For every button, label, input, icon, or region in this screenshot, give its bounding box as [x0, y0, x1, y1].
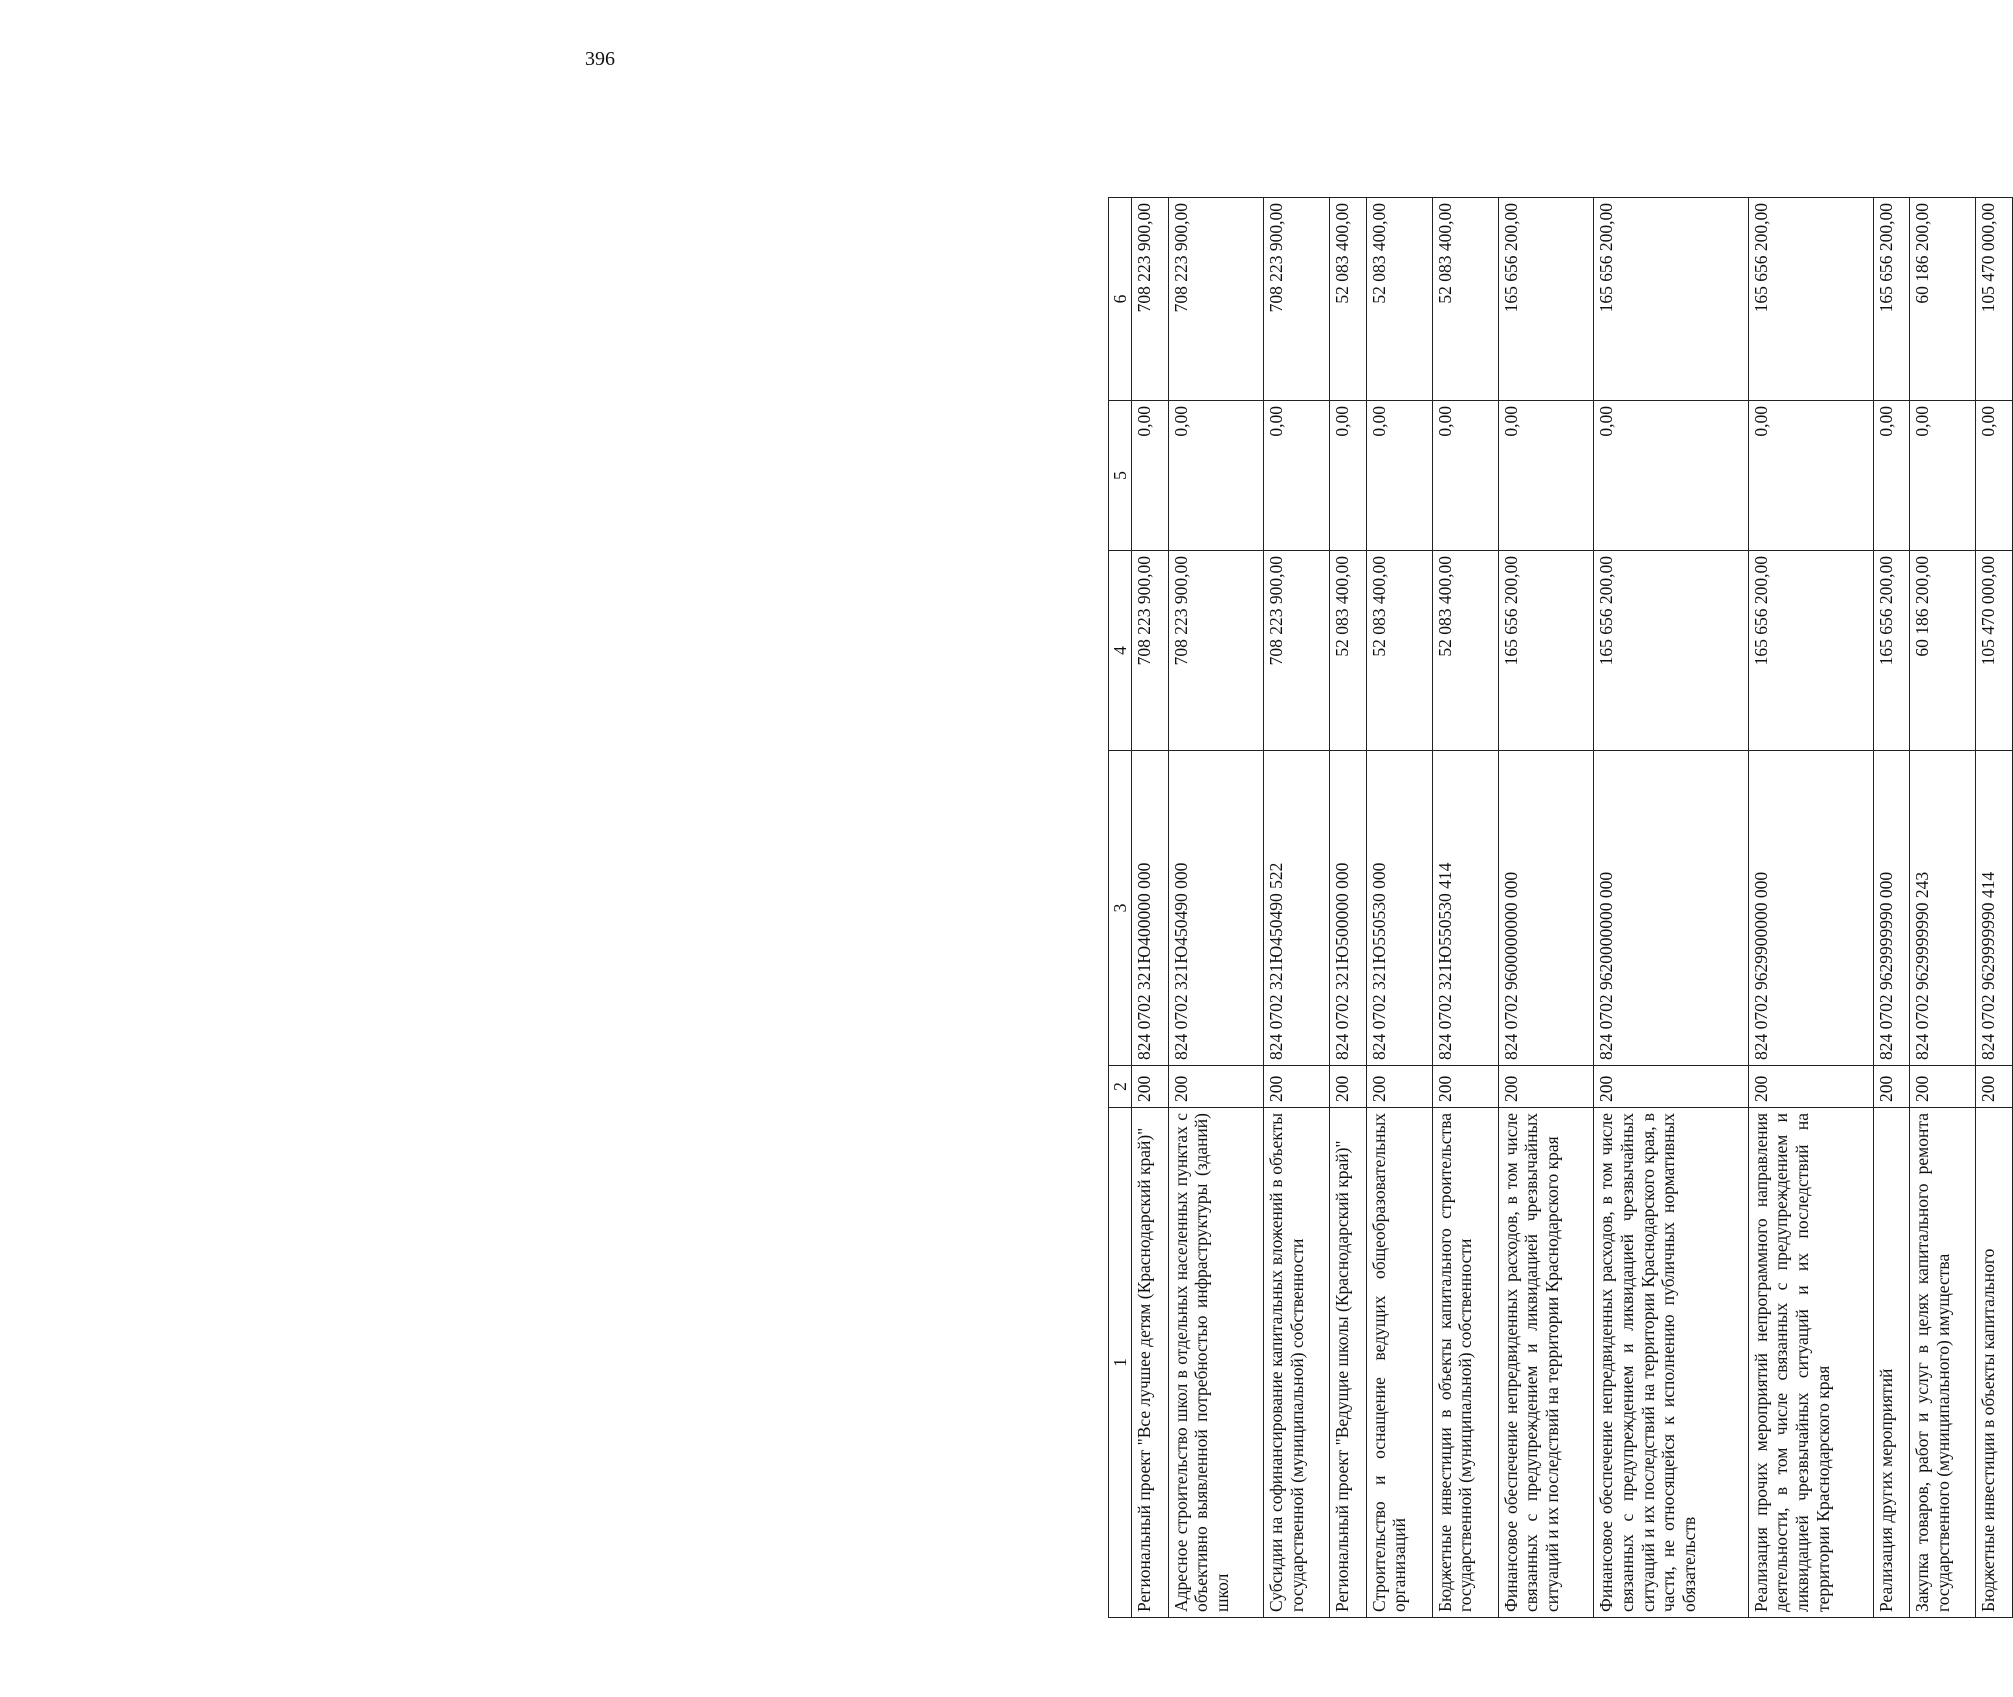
row-status: 200 [1132, 1066, 1169, 1108]
row-amount-4: 105 470 000,00 [1976, 551, 2013, 751]
row-amount-5: 0,00 [1748, 401, 1873, 551]
row-amount-5: 0,00 [1873, 401, 1910, 551]
row-amount-6: 165 656 200,00 [1748, 198, 1873, 401]
row-amount-4: 708 223 900,00 [1132, 551, 1169, 751]
budget-table [1108, 197, 2013, 1618]
row-name: Региональный проект "Все лучшее детям (Краснодарский край)" [1132, 1108, 1169, 1618]
row-amount-4: 165 656 200,00 [1594, 551, 1748, 751]
row-code: 824 0702 321Ю400000 000 [1132, 751, 1169, 1066]
row-amount-4: 52 083 400,00 [1432, 551, 1498, 751]
row-status: 200 [1594, 1066, 1748, 1108]
row-amount-6: 60 186 200,00 [1910, 198, 1976, 401]
row-amount-6: 52 083 400,00 [1432, 198, 1498, 401]
row-amount-4: 52 083 400,00 [1366, 551, 1432, 751]
header-row [1109, 198, 1132, 1618]
row-code: 824 0702 9629999990 243 [1910, 751, 1976, 1066]
row-amount-4: 165 656 200,00 [1748, 551, 1873, 751]
row-code: 824 0702 9600000000 000 [1498, 751, 1594, 1066]
page-number: 396 [585, 48, 615, 70]
row-status: 200 [1168, 1066, 1264, 1108]
row-amount-6: 708 223 900,00 [1168, 198, 1264, 401]
row-amount-4: 165 656 200,00 [1873, 551, 1910, 751]
rotated-table-wrapper [1108, 198, 2013, 1618]
row-code: 824 0702 9629999990 414 [1976, 751, 2013, 1066]
column-header: 2 [1109, 1066, 1132, 1108]
table-row [1264, 198, 1330, 1618]
row-name: Финансовое обеспечение непредвиденных расходов, в том числе связанных с предупреждением и ликвидацией чрезвычайных ситуаций и их последствий на территории Краснодарского края [1498, 1108, 1594, 1618]
row-name: Закупка товаров, работ и услуг в целях капитального ремонта государственного (муниципального) имущества [1910, 1108, 1976, 1618]
row-amount-6: 165 656 200,00 [1498, 198, 1594, 401]
row-status: 200 [1873, 1066, 1910, 1108]
row-amount-6: 165 656 200,00 [1594, 198, 1748, 401]
column-header: 1 [1109, 1108, 1132, 1618]
column-header: 5 [1109, 401, 1132, 551]
row-status: 200 [1910, 1066, 1976, 1108]
table-row [1873, 198, 1910, 1618]
row-amount-4: 708 223 900,00 [1264, 551, 1330, 751]
row-status: 200 [1976, 1066, 2013, 1108]
row-code: 824 0702 321Ю500000 000 [1330, 751, 1367, 1066]
table-row [1910, 198, 1976, 1618]
row-status: 200 [1498, 1066, 1594, 1108]
row-amount-5: 0,00 [1910, 401, 1976, 551]
row-amount-4: 708 223 900,00 [1168, 551, 1264, 751]
row-status: 200 [1264, 1066, 1330, 1108]
row-code: 824 0702 321Ю550530 414 [1432, 751, 1498, 1066]
row-status: 200 [1748, 1066, 1873, 1108]
row-amount-6: 708 223 900,00 [1132, 198, 1169, 401]
row-amount-5: 0,00 [1264, 401, 1330, 551]
row-amount-5: 0,00 [1168, 401, 1264, 551]
row-status: 200 [1366, 1066, 1432, 1108]
row-amount-5: 0,00 [1432, 401, 1498, 551]
row-amount-5: 0,00 [1132, 401, 1169, 551]
row-name: Бюджетные инвестиции в объекты капитального [1976, 1108, 2013, 1618]
row-amount-4: 165 656 200,00 [1498, 551, 1594, 751]
row-amount-5: 0,00 [1976, 401, 2013, 551]
table-row [1168, 198, 1264, 1618]
row-status: 200 [1432, 1066, 1498, 1108]
column-header: 3 [1109, 751, 1132, 1066]
row-amount-4: 60 186 200,00 [1910, 551, 1976, 751]
row-amount-5: 0,00 [1366, 401, 1432, 551]
row-name: Бюджетные инвестиции в объекты капитального строительства государственной (муниципальной) собственности [1432, 1108, 1498, 1618]
row-code: 824 0702 321Ю450490 000 [1168, 751, 1264, 1066]
column-header: 6 [1109, 198, 1132, 401]
row-amount-6: 52 083 400,00 [1330, 198, 1367, 401]
row-code: 824 0702 9629999990 000 [1873, 751, 1910, 1066]
row-amount-6: 165 656 200,00 [1873, 198, 1910, 401]
row-amount-5: 0,00 [1330, 401, 1367, 551]
row-amount-4: 52 083 400,00 [1330, 551, 1367, 751]
table-row [1432, 198, 1498, 1618]
table-row [1132, 198, 1169, 1618]
row-amount-6: 105 470 000,00 [1976, 198, 2013, 401]
table-row [1976, 198, 2013, 1618]
row-amount-6: 52 083 400,00 [1366, 198, 1432, 401]
row-code: 824 0702 321Ю550530 000 [1366, 751, 1432, 1066]
row-name: Региональный проект "Ведущие школы (Краснодарский край)" [1330, 1108, 1367, 1618]
row-status: 200 [1330, 1066, 1367, 1108]
table-row [1330, 198, 1367, 1618]
row-amount-5: 0,00 [1594, 401, 1748, 551]
row-name: Адресное строительство школ в отдельных населенных пунктах с объективно выявленной потребностью инфраструктуры (зданий) школ [1168, 1108, 1264, 1618]
table-row [1594, 198, 1748, 1618]
row-amount-5: 0,00 [1498, 401, 1594, 551]
table-row [1366, 198, 1432, 1618]
table-row [1748, 198, 1873, 1618]
table-row [1498, 198, 1594, 1618]
row-code: 824 0702 9620000000 000 [1594, 751, 1748, 1066]
row-name: Финансовое обеспечение непредвиденных расходов, в том числе связанных с предупреждением и ликвидацией чрезвычайных ситуаций и их последствий на территории Краснодарского края, в части, не относящейся к исполнению публичных нормативных обязательств [1594, 1108, 1748, 1618]
row-name: Строительство и оснащение ведущих общеобразовательных организаций [1366, 1108, 1432, 1618]
row-name: Реализация других мероприятий [1873, 1108, 1910, 1618]
row-name: Субсидии на софинансирование капитальных вложений в объекты государственной (муниципальной) собственности [1264, 1108, 1330, 1618]
row-code: 824 0702 9629900000 000 [1748, 751, 1873, 1066]
column-header: 4 [1109, 551, 1132, 751]
row-name: Реализация прочих мероприятий непрограммного направления деятельности, в том числе связанных с предупреждением и ликвидацией чрезвычайных ситуаций и их последствий на территории Краснодарского края [1748, 1108, 1873, 1618]
row-code: 824 0702 321Ю450490 522 [1264, 751, 1330, 1066]
row-amount-6: 708 223 900,00 [1264, 198, 1330, 401]
